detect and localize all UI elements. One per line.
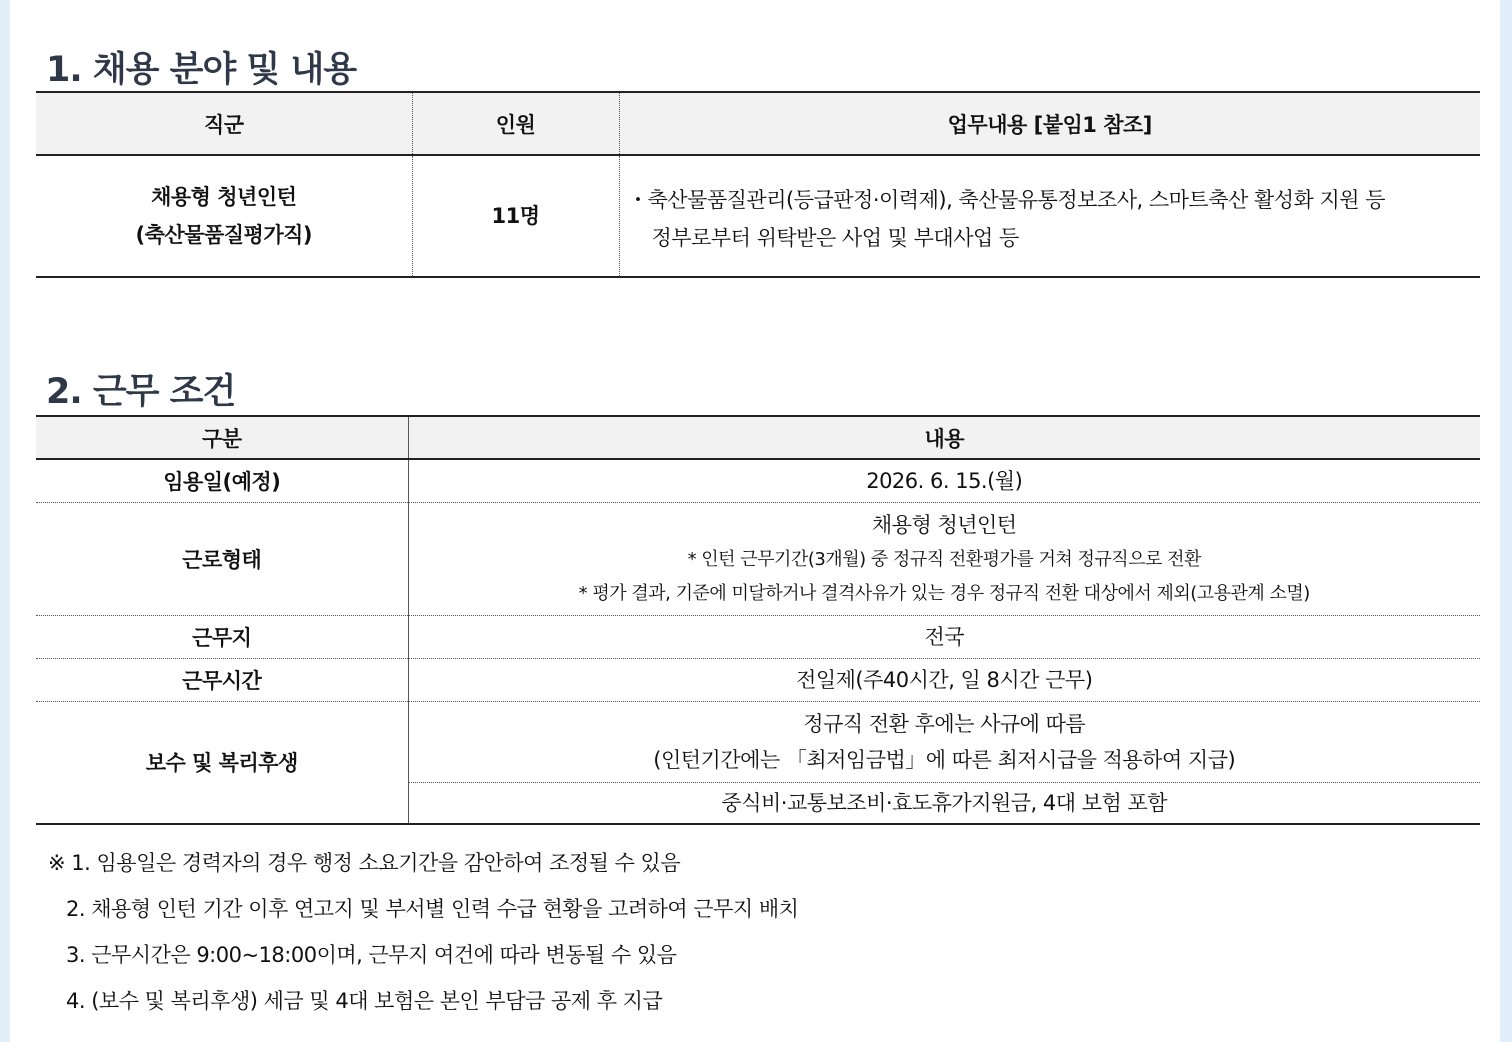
note-mark: ※ (48, 851, 66, 875)
note-item: 3. 근무시간은 9:00~18:00이며, 근무지 여건에 따라 변동될 수 있음 (66, 943, 677, 967)
job-group-cell (36, 155, 412, 277)
recruitment-table (36, 91, 1480, 278)
duties-cell (619, 155, 1480, 277)
location-value: 전국 (408, 615, 1480, 658)
header-headcount: 인원 (412, 92, 619, 155)
employment-note2: * 평가 결과, 기준에 미달하거나 결격사유가 있는 경우 정규직 전환 대상에서 제외(고용관계 소멸) (578, 582, 1310, 604)
pay-cell (408, 701, 1480, 782)
employment-cell (408, 502, 1480, 615)
pay-line2: (인턴기간에는 「최저임금법」에 따른 최저시급을 적용하여 지급) (653, 747, 1236, 772)
employment-note1: * 인턴 근무기간(3개월) 중 정규직 전환평가를 거쳐 정규직으로 전환 (687, 548, 1201, 570)
location-label: 근무지 (36, 615, 408, 658)
bullet-mark: ・ (627, 188, 648, 212)
work-conditions-header (36, 416, 1480, 459)
appointment-value: 2026. 6. 15.(월) (408, 459, 1480, 502)
header-content: 내용 (408, 416, 1480, 459)
pay-line3: 중식비·교통보조비·효도휴가지원금, 4대 보험 포함 (721, 790, 1168, 815)
right-page-margin (1500, 0, 1512, 1042)
table-row (36, 155, 1480, 277)
header-category: 구분 (36, 416, 408, 459)
section2-title: 2. 근무 조건 (46, 372, 236, 412)
left-page-margin (0, 0, 10, 1042)
hours-value: 전일제(주40시간, 일 8시간 근무) (408, 658, 1480, 701)
duty-line1: 축산물품질관리(등급판정·이력제), 축산물유통정보조사, 스마트축산 활성화 지원 등 (647, 188, 1386, 212)
work-conditions-table (36, 415, 1480, 825)
job-group-line1: 채용형 청년인턴 (151, 185, 297, 209)
recruitment-table-header (36, 92, 1480, 155)
note-item: 4. (보수 및 복리후생) 세금 및 4대 보험은 본인 부담금 공제 후 지급 (66, 989, 663, 1013)
note-item (48, 840, 798, 886)
header-job-group: 직군 (36, 92, 412, 155)
job-group-line2: (축산물품질평가직) (135, 223, 312, 247)
table-row (36, 658, 1480, 701)
notes (48, 840, 798, 1024)
duty-line2: 정부로부터 위탁받은 사업 및 부대사업 등 (651, 226, 1019, 250)
table-row (36, 615, 1480, 658)
section1-title: 1. 채용 분야 및 내용 (46, 50, 357, 90)
headcount-cell: 11명 (412, 155, 619, 277)
hours-label: 근무시간 (36, 658, 408, 701)
appointment-label: 임용일(예정) (36, 459, 408, 502)
note-text: 1. 임용일은 경력자의 경우 행정 소요기간을 감안하여 조정될 수 있음 (71, 851, 681, 875)
note-item: 2. 채용형 인턴 기간 이후 연고지 및 부서별 인력 수급 현황을 고려하여 근무지 배치 (66, 897, 799, 921)
pay-label: 보수 및 복리후생 (36, 701, 408, 824)
pay-line1: 정규직 전환 후에는 사규에 따름 (803, 711, 1086, 736)
employment-label: 근로형태 (36, 502, 408, 615)
table-row (36, 502, 1480, 615)
header-duties: 업무내용 [붙임1 참조] (619, 92, 1480, 155)
employment-value: 채용형 청년인턴 (871, 512, 1017, 537)
table-row (36, 701, 1480, 782)
table-row (36, 459, 1480, 502)
